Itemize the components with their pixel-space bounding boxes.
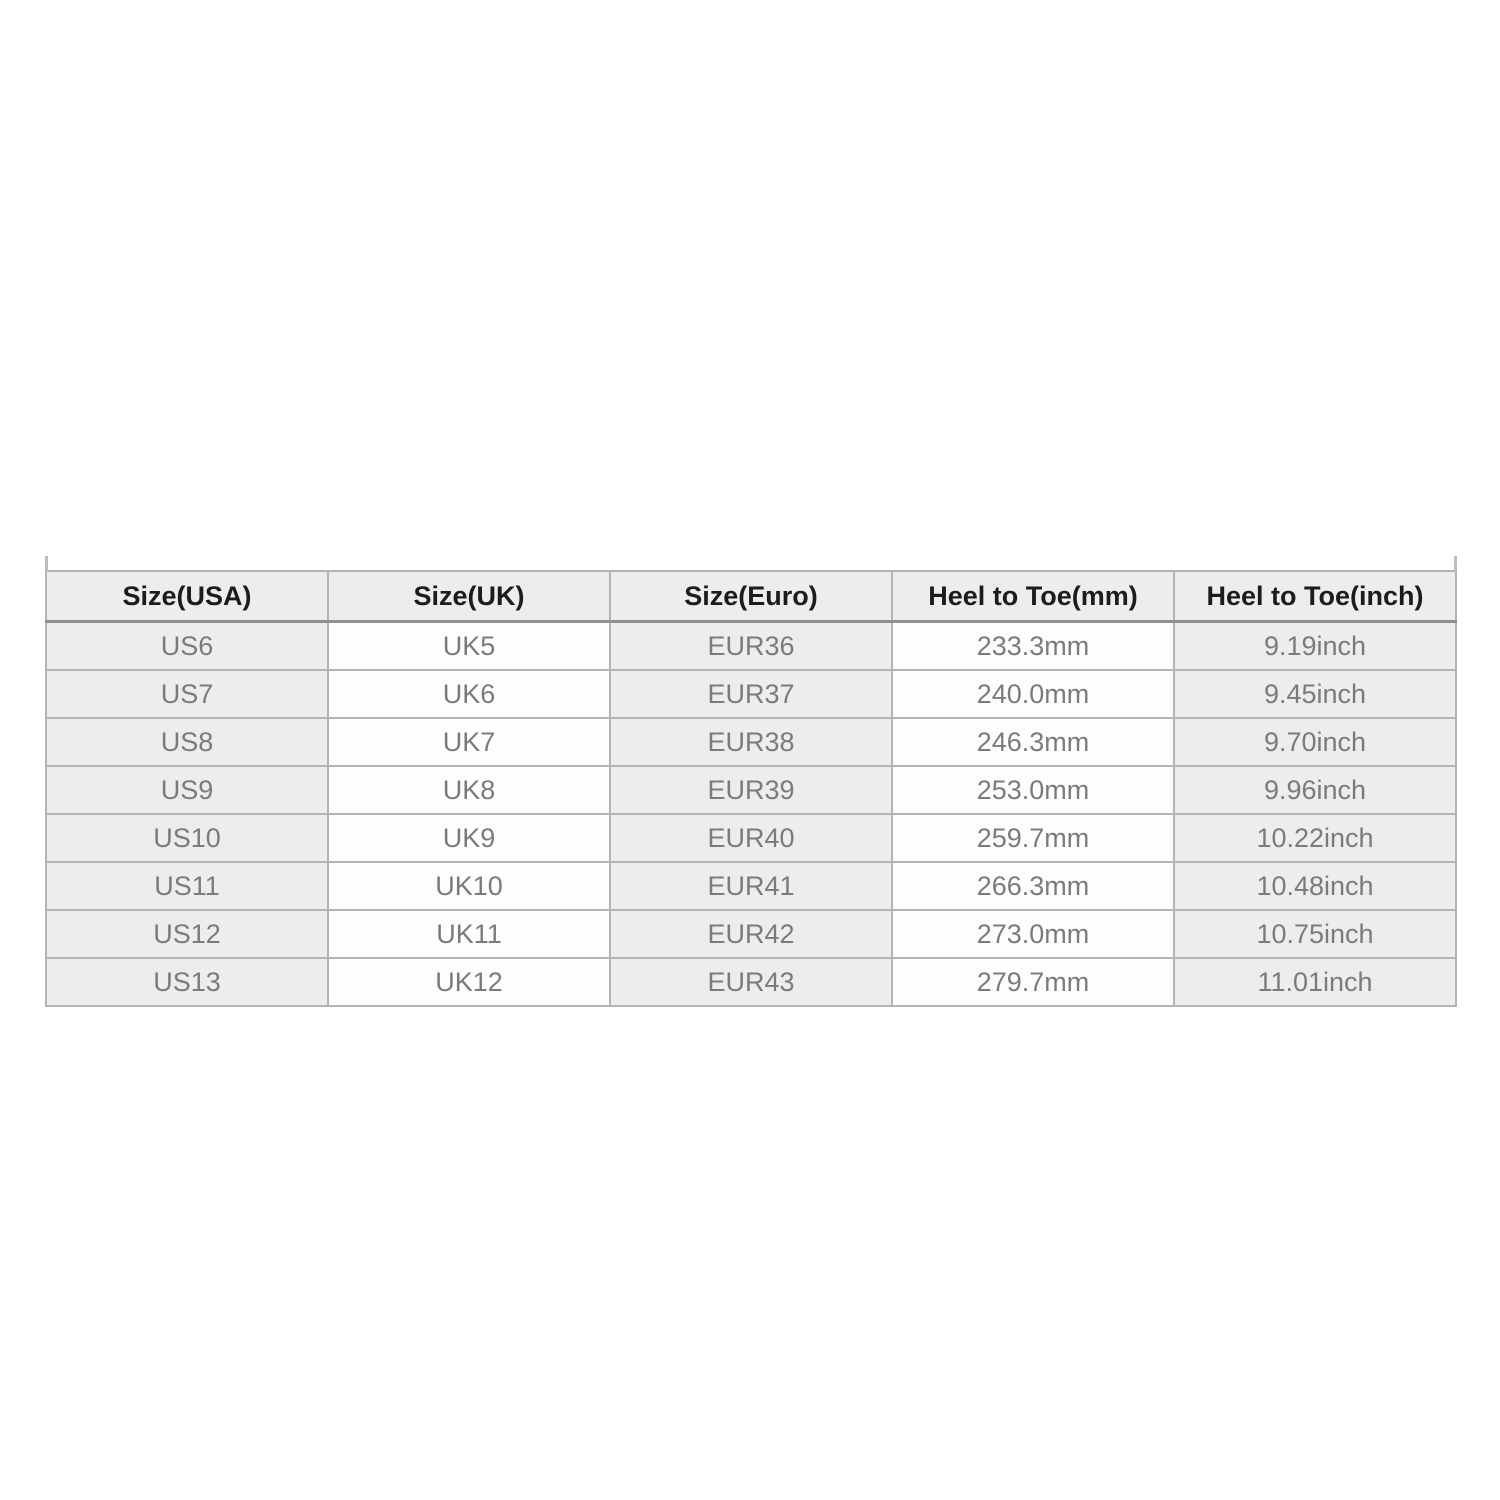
table-row xyxy=(46,622,1456,671)
cell-size-uk: UK7 xyxy=(328,718,610,766)
cell-heel-inch: 11.01inch xyxy=(1174,958,1456,1006)
cell-size-euro: EUR42 xyxy=(610,910,892,958)
cell-heel-inch: 9.96inch xyxy=(1174,766,1456,814)
cell-heel-mm: 246.3mm xyxy=(892,718,1174,766)
cell-size-usa: US6 xyxy=(46,622,328,671)
table-row xyxy=(46,958,1456,1006)
cell-size-euro: EUR36 xyxy=(610,622,892,671)
cell-size-uk: UK12 xyxy=(328,958,610,1006)
header-row xyxy=(46,571,1456,622)
column-header-size-euro: Size(Euro) xyxy=(610,571,892,622)
cell-size-uk: UK8 xyxy=(328,766,610,814)
cell-heel-mm: 259.7mm xyxy=(892,814,1174,862)
cell-heel-inch: 9.45inch xyxy=(1174,670,1456,718)
column-header-heel-to-toe-mm: Heel to Toe(mm) xyxy=(892,571,1174,622)
column-header-size-usa: Size(USA) xyxy=(46,571,328,622)
cell-heel-mm: 253.0mm xyxy=(892,766,1174,814)
cell-size-uk: UK10 xyxy=(328,862,610,910)
table-row xyxy=(46,814,1456,862)
top-right-border-artifact xyxy=(1454,556,1457,571)
cell-size-usa: US9 xyxy=(46,766,328,814)
cell-heel-inch: 9.19inch xyxy=(1174,622,1456,671)
cell-size-usa: US11 xyxy=(46,862,328,910)
table-row xyxy=(46,766,1456,814)
size-conversion-table xyxy=(45,570,1457,1007)
cell-size-euro: EUR37 xyxy=(610,670,892,718)
cell-size-euro: EUR38 xyxy=(610,718,892,766)
cell-size-usa: US8 xyxy=(46,718,328,766)
cell-size-uk: UK6 xyxy=(328,670,610,718)
cell-size-uk: UK9 xyxy=(328,814,610,862)
cell-heel-mm: 240.0mm xyxy=(892,670,1174,718)
size-chart-container xyxy=(45,570,1457,1007)
top-left-border-artifact xyxy=(45,556,48,571)
table-row xyxy=(46,670,1456,718)
cell-heel-mm: 233.3mm xyxy=(892,622,1174,671)
cell-heel-mm: 266.3mm xyxy=(892,862,1174,910)
cell-size-usa: US10 xyxy=(46,814,328,862)
cell-heel-mm: 273.0mm xyxy=(892,910,1174,958)
cell-heel-mm: 279.7mm xyxy=(892,958,1174,1006)
cell-size-euro: EUR41 xyxy=(610,862,892,910)
table-row xyxy=(46,862,1456,910)
cell-size-usa: US7 xyxy=(46,670,328,718)
cell-heel-inch: 10.48inch xyxy=(1174,862,1456,910)
column-header-size-uk: Size(UK) xyxy=(328,571,610,622)
cell-size-usa: US13 xyxy=(46,958,328,1006)
cell-size-euro: EUR43 xyxy=(610,958,892,1006)
table-body xyxy=(46,622,1456,1007)
cell-size-euro: EUR40 xyxy=(610,814,892,862)
column-header-heel-to-toe-inch: Heel to Toe(inch) xyxy=(1174,571,1456,622)
cell-heel-inch: 10.22inch xyxy=(1174,814,1456,862)
cell-size-euro: EUR39 xyxy=(610,766,892,814)
cell-size-uk: UK11 xyxy=(328,910,610,958)
cell-size-usa: US12 xyxy=(46,910,328,958)
cell-heel-inch: 10.75inch xyxy=(1174,910,1456,958)
table-row xyxy=(46,910,1456,958)
cell-size-uk: UK5 xyxy=(328,622,610,671)
cell-heel-inch: 9.70inch xyxy=(1174,718,1456,766)
table-header xyxy=(46,571,1456,622)
table-row xyxy=(46,718,1456,766)
